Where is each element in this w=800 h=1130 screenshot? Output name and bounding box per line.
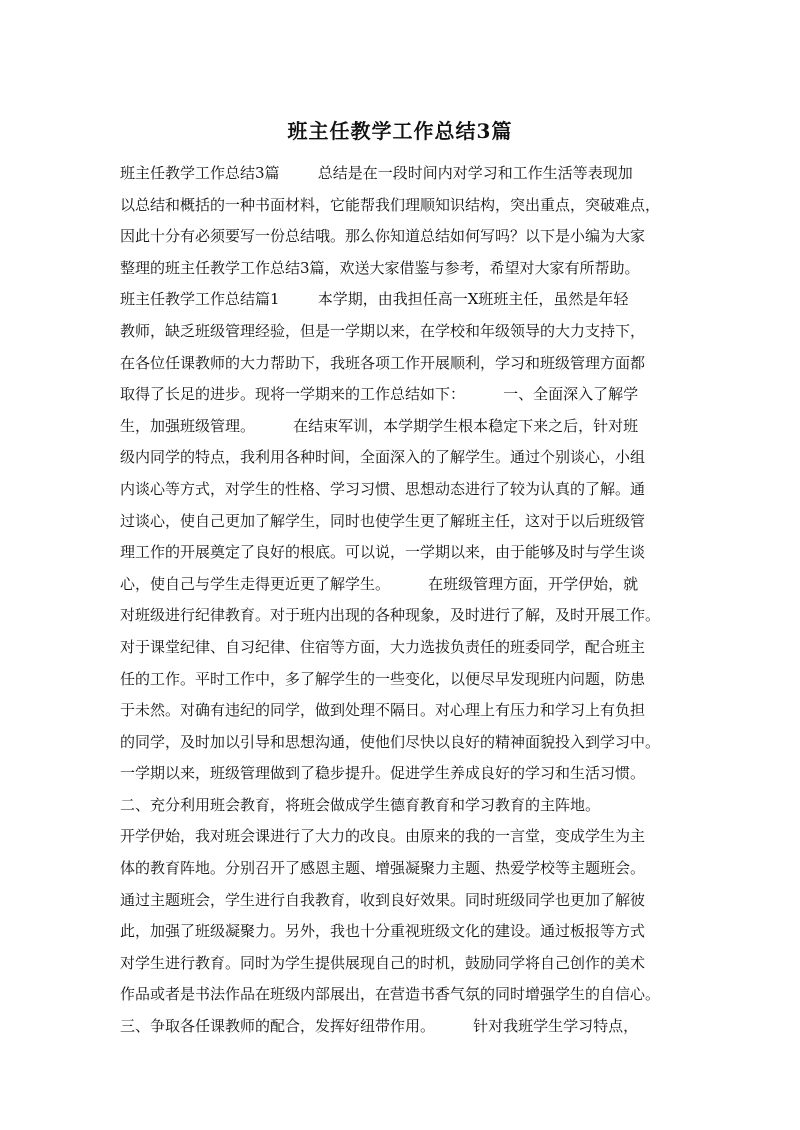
document-title: 班主任教学工作总结3篇: [287, 119, 513, 143]
body-line: 任的工作。平时工作中，多了解学生的一些变化，以便尽早发现班内问题，防患: [120, 669, 646, 688]
body-line: 理工作的开展奠定了良好的根底。可以说，一学期以来，由于能够及时与学生谈: [120, 543, 646, 562]
body-line: 因此十分有必须要写一份总结哦。那么你知道总结如何写吗？以下是小编为大家: [120, 227, 646, 246]
body-line: 作品或者是书法作品在班级内部展出，在营造书香气氛的同时增强学生的自信心。: [120, 985, 661, 1004]
body-line: 在各位任课教师的大力帮助下，我班各项工作开展顺利，学习和班级管理方面都: [120, 353, 646, 372]
body-line: 对学生进行教育。同时为学生提供展现自己的时机，鼓励同学将自己创作的美术: [120, 953, 646, 972]
document-body: [120, 158, 686, 1043]
body-line: 的同学，及时加以引导和思想沟通，使他们尽快以良好的精神面貌投入到学习中。: [120, 732, 661, 751]
body-line: 一学期以来，班级管理做到了稳步提升。促进学生养成良好的学习和生活习惯。: [120, 764, 646, 783]
body-line: 对班级进行纪律教育。对于班内出现的各种现象，及时进行了解，及时开展工作。: [120, 606, 661, 625]
body-line: 对于课堂纪律、自习纪律、住宿等方面，大力选拔负责任的班委同学，配合班主: [120, 637, 646, 656]
body-line: 内谈心等方式，对学生的性格、学习习惯、思想动态进行了较为认真的了解。通: [120, 479, 646, 498]
body-line: 开学伊始，我对班会课进行了大力的改良。由原来的我的一言堂，变成学生为主: [120, 827, 646, 846]
body-line: 取得了长足的进步。现将一学期来的工作总结如下： 一、全面深入了解学: [120, 385, 639, 404]
body-line: 心，使自己与学生走得更近更了解学生。 在班级管理方面，开学伊始，就: [120, 574, 639, 593]
body-line: 于未然。对确有违纪的同学，做到处理不隔日。对心理上有压力和学习上有负担: [120, 701, 646, 720]
body-line: 过谈心，使自己更加了解学生，同时也使学生更了解班主任，这对于以后班级管: [120, 511, 646, 530]
body-line: 整理的班主任教学工作总结3篇，欢送大家借鉴与参考，希望对大家有所帮助。: [120, 258, 640, 277]
body-line: 此，加强了班级凝聚力。另外，我也十分重视班级文化的建设。通过板报等方式: [120, 922, 646, 941]
body-line: 以总结和概括的一种书面材料，它能帮我们理顺知识结构，突出重点，突破难点，: [120, 195, 661, 214]
body-line: 班主任教学工作总结篇1 本学期，由我担任高一X班班主任，虽然是年轻: [120, 290, 629, 309]
body-line: 通过主题班会，学生进行自我教育，收到良好效果。同时班级同学也更加了解彼: [120, 890, 646, 909]
body-line: 班主任教学工作总结3篇 总结是在一段时间内对学习和工作生活等表现加: [120, 164, 633, 182]
body-line: 级内同学的特点，我利用各种时间，全面深入的了解学生。通过个别谈心，小组: [120, 448, 646, 467]
body-line: 体的教育阵地。分别召开了感恩主题、增强凝聚力主题、热爱学校等主题班会。: [120, 859, 646, 878]
body-line: 三、争取各任课教师的配合，发挥好纽带作用。 针对我班学生学习特点，: [120, 1017, 639, 1036]
body-line: 生，加强班级管理。 在结束军训，本学期学生根本稳定下来之后，针对班: [120, 416, 639, 435]
body-line: 教师，缺乏班级管理经验，但是一学期以来，在学校和年级领导的大力支持下，: [120, 321, 646, 340]
body-line: 二、充分利用班会教育，将班会做成学生德育教育和学习教育的主阵地。: [120, 795, 601, 814]
